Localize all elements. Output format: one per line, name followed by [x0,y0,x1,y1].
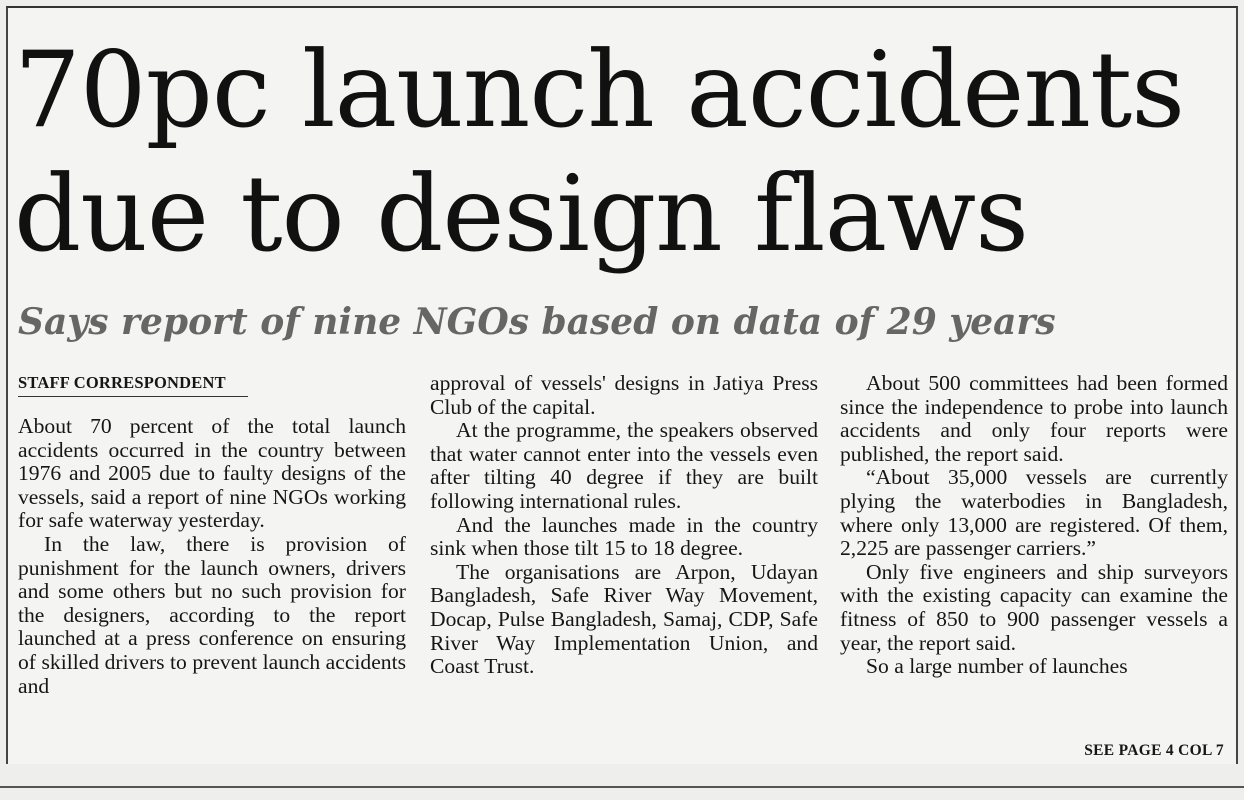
paragraph: So a large number of launches [866,654,1128,679]
headline [14,28,1184,276]
article-column-1 [18,372,406,698]
paragraph: “About 35,000 vessels are currently plying the waterbodies in Bangladesh, where only 13,000 are registered. Of them, 2,225 are passenger carriers.” [840,465,1228,561]
headline-line-1: 70pc launch accidents [14,29,1185,151]
paragraph: approval of vessels' designs in Jatiya Press Club of the capital. [430,371,818,419]
bottom-divider [0,786,1244,788]
paragraph: And the launches made in the country sink when those tilt 15 to 18 degree. [430,512,818,561]
subheadline: Says report of nine NGOs based on data of 29 years [18,301,1056,343]
paragraph: Only five engineers and ship surveyors with the existing capacity can examine the fitness of 850 to 900 passenger vessels a year, the report said. [840,559,1228,655]
paragraph: The organisations are Arpon, Udayan Bangladesh, Safe River Way Movement, Docap, Pulse Bangladesh, Samaj, CDP, Safe River Way Implementation Union, and Coast Trust. [430,559,818,679]
article-column-3 [840,372,1228,679]
byline: STAFF CORRESPONDENT [18,372,248,397]
headline-line-2: due to design flaws [14,153,1028,275]
paragraph: In the law, there is provision of punishment for the launch owners, drivers and some others but no such provision for the designers, according to the report launched at a press conference on ensuring of skilled drivers to prevent launch accidents and [18,531,406,698]
paragraph: About 70 percent of the total launch accidents occurred in the country between 1976 and 2005 due to faulty designs of the vessels, said a report of nine NGOs working for safe waterway yesterday. [18,414,406,533]
continuation-note: SEE PAGE 4 COL 7 [1084,742,1224,759]
paragraph: At the programme, the speakers observed that water cannot enter into the vessels even after tilting 40 degree if they are built following international rules. [430,418,818,513]
paragraph: About 500 committees had been formed since the independence to probe into launch accidents and only four reports were published, the report said. [840,371,1228,466]
article-column-2 [430,372,818,679]
